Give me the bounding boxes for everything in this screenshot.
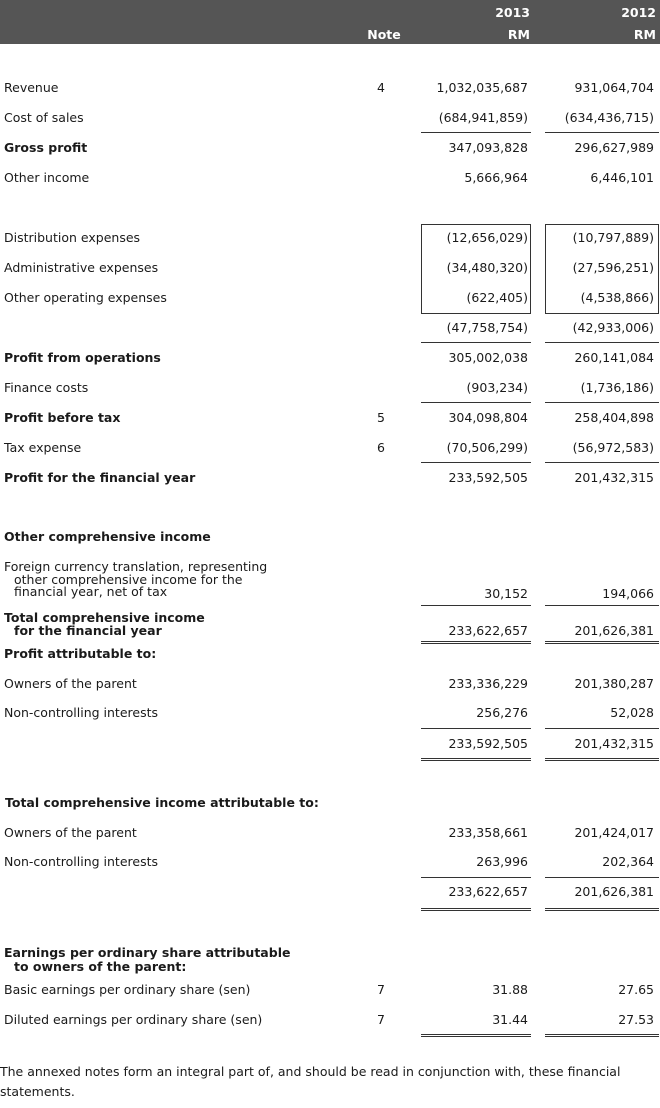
value-2013: 1,032,035,687 [436, 80, 528, 95]
row-label: Total comprehensive income for the financial year [4, 610, 205, 638]
value-2013: (70,506,299) [446, 440, 528, 455]
row-label: Non-controlling interests [4, 854, 159, 869]
column-header-bar [0, 0, 660, 44]
table-row [0, 707, 660, 729]
note-ref: 7 [377, 982, 385, 997]
value-2012: (42,933,006) [572, 320, 654, 335]
value-2013: 263,996 [476, 854, 528, 869]
value-2013: (684,941,859) [438, 110, 528, 125]
row-label: Profit from operations [4, 350, 161, 365]
note-ref: 6 [377, 440, 385, 455]
value-2013: 304,098,804 [448, 410, 528, 425]
value-2012: 201,380,287 [574, 676, 654, 691]
subtotal-rule [421, 342, 531, 343]
table-row [0, 142, 660, 164]
row-label: Owners of the parent [4, 825, 137, 840]
double-total-rule [545, 1034, 659, 1037]
subtotal-rule [421, 132, 531, 133]
subtotal-rule [421, 402, 531, 403]
row-label: Tax expense [4, 440, 82, 455]
row-label: Profit before tax [4, 410, 121, 425]
row-label: Cost of sales [4, 110, 84, 125]
value-2013: (622,405) [466, 290, 528, 305]
double-total-rule [421, 641, 531, 644]
table-row [0, 262, 660, 284]
value-2013: (903,234) [466, 380, 528, 395]
unit-2013-header: RM [507, 27, 530, 42]
value-2012: 296,627,989 [574, 140, 654, 155]
row-label: Other comprehensive income [4, 529, 211, 544]
subtotal-rule [545, 605, 659, 606]
table-row [0, 382, 660, 404]
value-2012: 201,432,315 [574, 470, 654, 485]
table-row [0, 856, 660, 878]
table-row [0, 984, 660, 1006]
value-2013: (34,480,320) [446, 260, 528, 275]
table-row [0, 292, 660, 314]
value-2012: 931,064,704 [574, 80, 654, 95]
value-2013: 305,002,038 [448, 350, 528, 365]
subtotal-rule [545, 132, 659, 133]
row-label: Foreign currency translation, representing other comprehensive income for the financial year, net of tax [4, 559, 268, 599]
row-label: Profit for the financial year [4, 470, 196, 485]
table-row [0, 352, 660, 374]
table-row [0, 112, 660, 134]
row-label: Administrative expenses [4, 260, 159, 275]
footnote: The annexed notes form an integral part of, and should be read in conjunction with, these financial statements. [0, 1064, 621, 1099]
year-2013-header: 2013 [495, 5, 530, 20]
table-row [0, 232, 660, 254]
value-2012: 260,141,084 [574, 350, 654, 365]
value-2013: 233,622,657 [448, 884, 528, 899]
value-2013: 5,666,964 [464, 170, 528, 185]
subtotal-rule [421, 462, 531, 463]
value-2012: 201,626,381 [574, 884, 654, 899]
value-2013: 31.44 [492, 1012, 528, 1027]
table-row [0, 678, 660, 700]
row-label: Profit attributable to: [4, 646, 157, 661]
table-row [0, 82, 660, 104]
value-2013: 233,592,505 [448, 470, 528, 485]
value-2012: (4,538,866) [580, 290, 654, 305]
value-2012: 202,364 [602, 854, 654, 869]
row-label: Diluted earnings per ordinary share (sen) [4, 1012, 263, 1027]
value-2013: 233,358,661 [448, 825, 528, 840]
table-row [0, 561, 660, 601]
row-label: Owners of the parent [4, 676, 137, 691]
table-row [0, 612, 660, 640]
value-2013: 347,093,828 [448, 140, 528, 155]
row-label: Distribution expenses [4, 230, 141, 245]
row-label: Earnings per ordinary share attributable to owners of the parent: [4, 945, 291, 974]
subtotal-rule [421, 728, 531, 729]
note-column-header: Note [367, 27, 401, 42]
value-2012: (1,736,186) [580, 380, 654, 395]
row-label: Total comprehensive income attributable to: [5, 795, 319, 810]
row-label: Revenue [4, 80, 59, 95]
table-row [0, 472, 660, 494]
section-heading [0, 648, 660, 670]
subtotal-rule [421, 605, 531, 606]
value-2012: (634,436,715) [564, 110, 654, 125]
table-row [0, 442, 660, 464]
unit-2012-header: RM [633, 27, 656, 42]
value-2012: 201,626,381 [574, 623, 654, 638]
subtotal-rule [545, 402, 659, 403]
table-row [0, 738, 660, 760]
section-heading [0, 946, 660, 974]
row-label: Finance costs [4, 380, 89, 395]
double-total-rule [421, 758, 531, 761]
value-2012: 258,404,898 [574, 410, 654, 425]
value-2012: 52,028 [610, 705, 654, 720]
value-2012: 201,424,017 [574, 825, 654, 840]
double-total-rule [421, 1034, 531, 1037]
double-total-rule [545, 641, 659, 644]
value-2013: (47,758,754) [446, 320, 528, 335]
value-2012: 27.65 [618, 982, 654, 997]
row-label: Other income [4, 170, 90, 185]
row-label: Basic earnings per ordinary share (sen) [4, 982, 251, 997]
double-total-rule [545, 758, 659, 761]
value-2012: (56,972,583) [572, 440, 654, 455]
note-ref: 5 [377, 410, 385, 425]
table-row [0, 322, 660, 344]
subtotal-rule [545, 462, 659, 463]
subtotal-rule [545, 877, 659, 878]
value-2012: (27,596,251) [572, 260, 654, 275]
row-label: Non-controlling interests [4, 705, 159, 720]
year-2012-header: 2012 [621, 5, 656, 20]
value-2012: 194,066 [602, 586, 654, 601]
row-label: Other operating expenses [4, 290, 167, 305]
table-row [0, 827, 660, 849]
value-2013: 31.88 [492, 982, 528, 997]
value-2012: 201,432,315 [574, 736, 654, 751]
value-2013: 256,276 [476, 705, 528, 720]
value-2012: 27.53 [618, 1012, 654, 1027]
double-total-rule [545, 908, 659, 911]
value-2013: 233,592,505 [448, 736, 528, 751]
value-2013: 233,336,229 [448, 676, 528, 691]
subtotal-rule [545, 728, 659, 729]
table-row [0, 1014, 660, 1036]
row-label: Gross profit [4, 140, 88, 155]
value-2013: (12,656,029) [446, 230, 528, 245]
value-2013: 30,152 [484, 586, 528, 601]
section-heading [0, 531, 660, 553]
table-row [0, 886, 660, 908]
subtotal-rule [421, 877, 531, 878]
table-row [0, 412, 660, 434]
note-ref: 4 [377, 80, 385, 95]
value-2013: 233,622,657 [448, 623, 528, 638]
note-ref: 7 [377, 1012, 385, 1027]
value-2012: (10,797,889) [572, 230, 654, 245]
double-total-rule [421, 908, 531, 911]
section-heading [0, 797, 660, 819]
value-2012: 6,446,101 [590, 170, 654, 185]
subtotal-rule [545, 342, 659, 343]
table-row [0, 172, 660, 194]
